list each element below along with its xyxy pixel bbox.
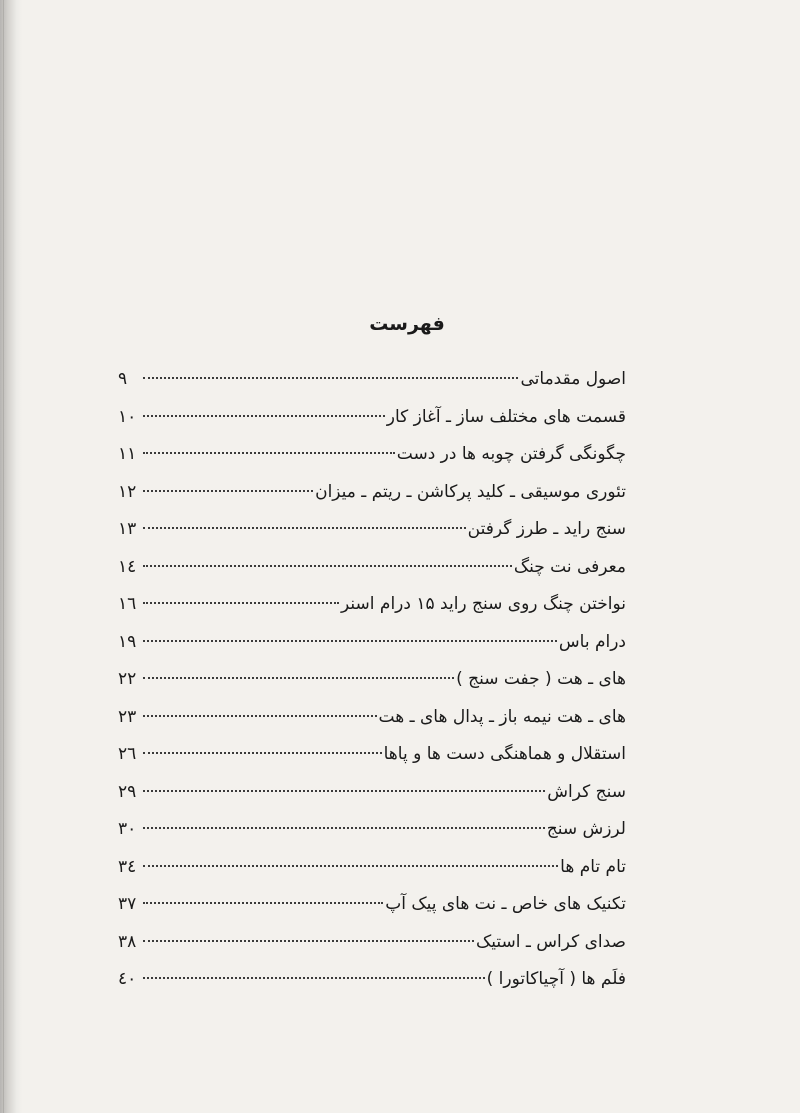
dot-leader (143, 865, 558, 867)
dot-leader (143, 415, 385, 417)
toc-entry-page-number: ۲۳ (118, 706, 137, 727)
dot-leader (143, 377, 518, 379)
toc-entry-page-number: ۱۰ (118, 406, 137, 427)
table-of-contents (118, 369, 626, 1007)
toc-entry (118, 519, 626, 557)
toc-entry (118, 669, 626, 707)
toc-entry-title: چگونگی گرفتن چوبه ها در دست (396, 444, 626, 464)
toc-entry (118, 707, 626, 745)
dot-leader (143, 490, 313, 492)
toc-entry (118, 632, 626, 670)
toc-entry-title: تام تام ها (560, 856, 626, 877)
toc-entry-title: های ـ هت نیمه باز ـ پدال های ـ هت (378, 706, 626, 727)
dot-leader (143, 565, 512, 567)
dot-leader (143, 677, 454, 679)
toc-entry-page-number: ۳۸ (118, 931, 137, 952)
toc-entry-title: استقلال و هماهنگی دست ها و پاها (383, 744, 626, 764)
page-binding-shadow (0, 0, 22, 1113)
toc-entry-page-number: ۲٦ (118, 744, 137, 764)
toc-entry-title: سنج راید ـ طرز گرفتن (467, 519, 626, 539)
toc-entry-title: لرزش سنج (546, 819, 626, 839)
toc-entry-page-number: ۲۹ (118, 781, 137, 802)
toc-entry (118, 782, 626, 820)
toc-entry-page-number: ۹ (118, 369, 128, 389)
dot-leader (143, 790, 545, 792)
toc-entry-page-number: ۳۷ (118, 894, 137, 914)
toc-entry-page-number: ۱۹ (118, 631, 137, 652)
toc-entry-title: تئوری موسیقی ـ کلید پرکاشن ـ ریتم ـ میزان (315, 481, 626, 502)
toc-entry-page-number: ۱۱ (118, 444, 137, 464)
toc-entry (118, 819, 626, 857)
toc-entry (118, 744, 626, 782)
toc-entry-title: قسمت های مختلف ساز ـ آغاز کار (386, 406, 626, 427)
dot-leader (143, 752, 382, 754)
toc-entry (118, 444, 626, 482)
toc-entry (118, 557, 626, 595)
dot-leader (143, 940, 474, 942)
toc-entry-title: اصول مقدماتی (520, 369, 626, 389)
dot-leader (143, 602, 339, 604)
toc-entry-page-number: ۳۰ (118, 819, 137, 839)
toc-entry (118, 894, 626, 932)
toc-entry-page-number: ۲۲ (118, 669, 137, 689)
toc-entry (118, 407, 626, 445)
dot-leader (143, 527, 466, 529)
toc-entry-title: سنج کراش (547, 781, 626, 802)
toc-entry-page-number: ٤۰ (118, 969, 137, 989)
toc-entry-title: درام باس (558, 631, 626, 652)
page-title: فهرست (369, 313, 445, 335)
dot-leader (143, 640, 557, 642)
dot-leader (143, 902, 383, 904)
toc-entry (118, 369, 626, 407)
toc-entry-page-number: ۳٤ (118, 856, 137, 877)
toc-entry-title: نواختن چنگ روی سنج راید ۱۵ درام اسنر (341, 594, 626, 614)
toc-entry-title: صدای کراس ـ استیک (476, 931, 626, 952)
dot-leader (143, 977, 485, 979)
toc-entry-title: تکنیک های خاص ـ نت های پیک آپ (385, 894, 626, 914)
toc-entry-title: معرفی نت چنگ (513, 556, 626, 577)
dot-leader (143, 715, 377, 717)
toc-entry-page-number: ۱٤ (118, 556, 137, 577)
toc-entry (118, 594, 626, 632)
toc-entry (118, 857, 626, 895)
toc-entry-page-number: ۱٦ (118, 594, 137, 614)
dot-leader (143, 827, 545, 829)
toc-entry (118, 932, 626, 970)
toc-entry-page-number: ۱۳ (118, 519, 137, 539)
toc-entry-page-number: ۱۲ (118, 481, 137, 502)
toc-entry (118, 482, 626, 520)
toc-entry (118, 969, 626, 1007)
dot-leader (143, 452, 395, 454)
toc-entry-title: فلَم ها ( آچیاکاتورا ) (486, 969, 626, 989)
toc-entry-title: های ـ هت ( جفت سنج ) (456, 669, 626, 689)
